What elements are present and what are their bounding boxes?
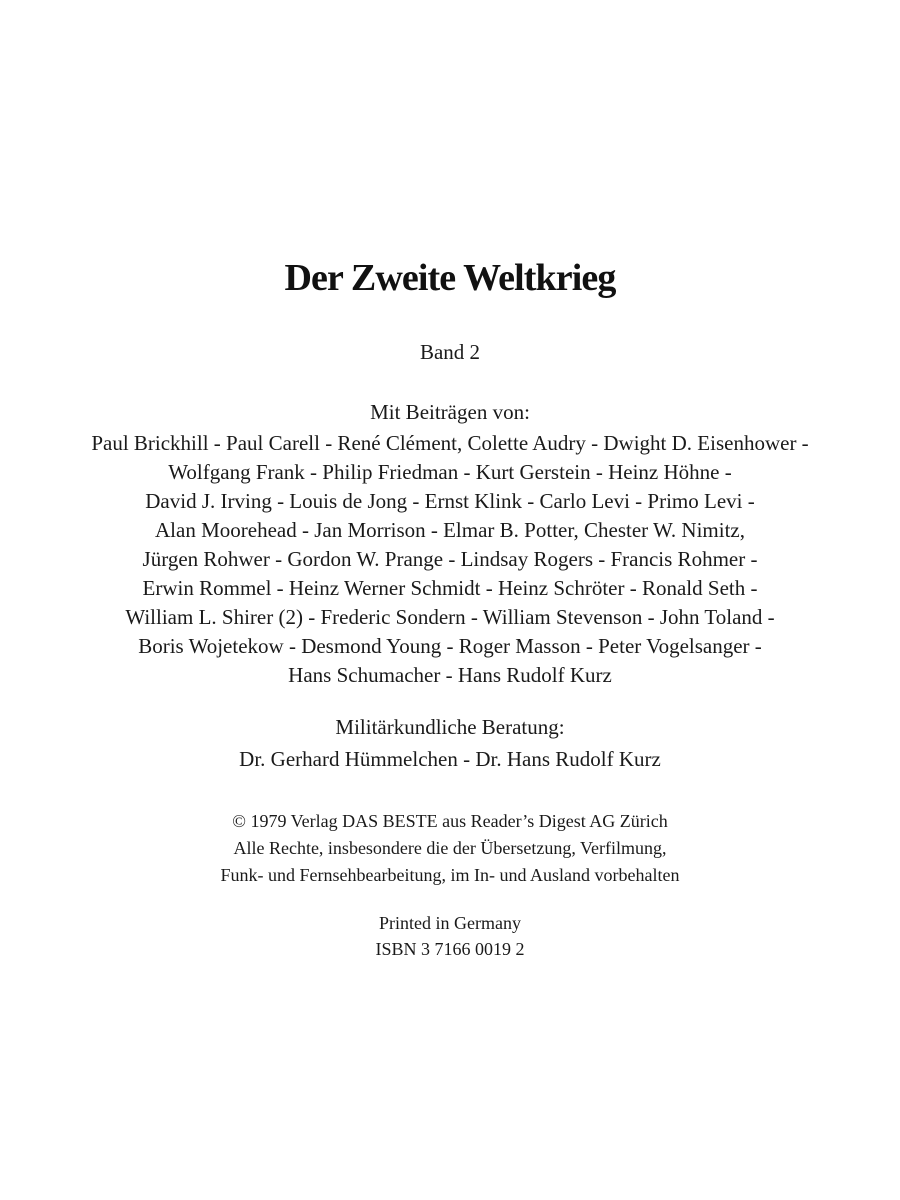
advisory-heading: Militärkundliche Beratung: <box>335 715 565 739</box>
copyright-line: © 1979 Verlag DAS BESTE aus Reader’s Digest AG Zürich <box>232 811 668 831</box>
contributors-line: Paul Brickhill - Paul Carell - René Clément, Colette Audry - Dwight D. Eisenhower - <box>91 431 809 455</box>
rights-line: Alle Rechte, insbesondere die der Übersetzung, Verfilmung, <box>233 838 667 858</box>
rights-line: Funk- und Fernsehbearbeitung, im In- und Ausland vorbehalten <box>220 865 680 885</box>
copyright-notice <box>0 808 900 889</box>
printed-in: Printed in Germany <box>379 913 521 933</box>
book-title: Der Zweite Weltkrieg <box>284 257 616 299</box>
advisory-names: Dr. Gerhard Hümmelchen - Dr. Hans Rudolf Kurz <box>239 747 661 771</box>
isbn: ISBN 3 7166 0019 2 <box>375 939 525 959</box>
contributors-line: Jürgen Rohwer - Gordon W. Prange - Lindsay Rogers - Francis Rohmer - <box>142 547 758 571</box>
contributors-list <box>0 429 900 690</box>
contributors-line: Boris Wojetekow - Desmond Young - Roger Masson - Peter Vogelsanger - <box>138 634 762 658</box>
contributors-line: Wolfgang Frank - Philip Friedman - Kurt Gerstein - Heinz Höhne - <box>168 460 732 484</box>
contributors-line: Erwin Rommel - Heinz Werner Schmidt - Heinz Schröter - Ronald Seth - <box>142 576 758 600</box>
contributors-line: William L. Shirer (2) - Frederic Sondern - William Stevenson - John Toland - <box>125 605 775 629</box>
volume-label: Band 2 <box>419 340 481 364</box>
contributors-line: Alan Moorehead - Jan Morrison - Elmar B. Potter, Chester W. Nimitz, <box>155 518 745 542</box>
printing-info <box>0 910 900 962</box>
contributors-line: Hans Schumacher - Hans Rudolf Kurz <box>288 663 612 687</box>
contributors-heading: Mit Beiträgen von: <box>370 400 530 424</box>
contributors-line: David J. Irving - Louis de Jong - Ernst Klink - Carlo Levi - Primo Levi - <box>145 489 755 513</box>
